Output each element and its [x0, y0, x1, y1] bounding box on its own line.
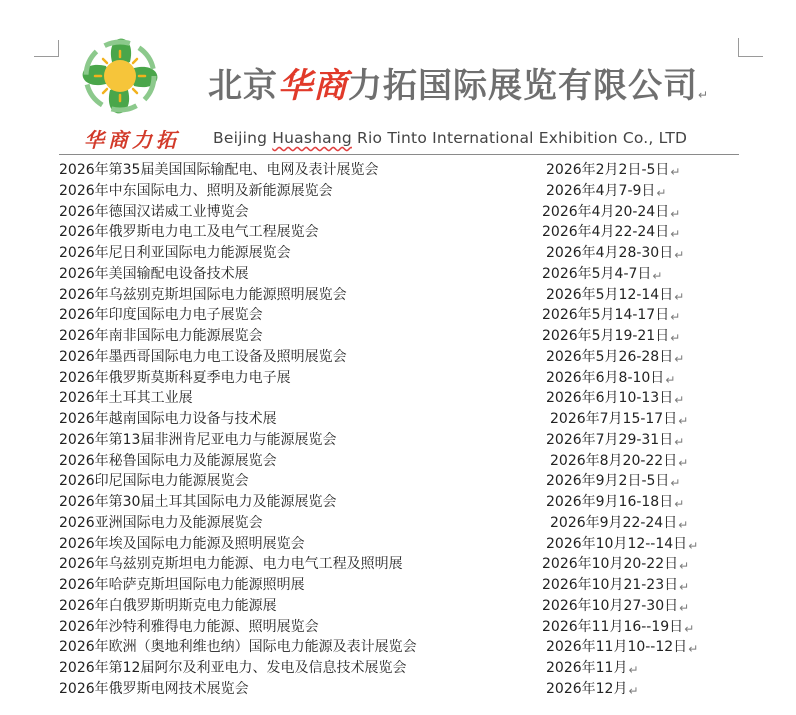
exhibition-name: 2026年越南国际电力设备与技术展: [59, 411, 277, 427]
exhibition-date: [546, 388, 684, 411]
exhibition-date-text: 2026年6月8-10日: [546, 369, 665, 386]
exhibition-row: [0, 326, 796, 347]
exhibition-name: 2026年白俄罗斯明斯克电力能源展: [59, 597, 277, 614]
exhibition-row: [0, 637, 796, 658]
exhibition-row: [0, 305, 796, 326]
exhibition-name: 2026年南非国际电力能源展览会: [59, 328, 263, 344]
exhibition-date: [546, 534, 698, 557]
exhibition-row: [0, 160, 796, 181]
company-name-english: [213, 129, 687, 147]
exhibition-date: [542, 264, 662, 287]
paragraph-mark: ↵: [670, 165, 681, 179]
company-name-english-spellcheck: Huashang: [272, 129, 352, 147]
exhibition-row: [0, 658, 796, 679]
exhibition-date: [546, 368, 675, 391]
exhibition-date: [546, 679, 639, 702]
exhibition-row: [0, 471, 796, 492]
exhibition-date-text: 2026年5月12-14日: [546, 286, 674, 303]
exhibition-name: 2026年墨西哥国际电力电工设备及照明展览会: [59, 348, 347, 365]
exhibition-name: 2026年土耳其工业展: [59, 390, 193, 407]
exhibition-date: [542, 326, 680, 349]
paragraph-mark: ↵: [670, 206, 681, 221]
exhibition-date-text: 2026年12月: [546, 680, 628, 697]
company-name-chinese: [208, 66, 709, 115]
paragraph-mark: ↵: [674, 497, 685, 511]
exhibition-date-text: 2026年5月14-17日: [542, 307, 670, 324]
exhibition-name: 2026年俄罗斯莫斯科夏季电力电子展: [59, 369, 291, 386]
paragraph-mark: ↵: [674, 289, 685, 304]
exhibition-date: [546, 430, 684, 453]
paragraph-mark: ↵: [688, 538, 699, 553]
exhibition-name: 2026年第13届非洲肯尼亚电力与能源展览会: [59, 431, 337, 448]
exhibition-name: 2026年欧洲（奥地利维也纳）国际电力能源及表计展览会: [59, 639, 417, 656]
exhibition-date: [550, 409, 688, 432]
exhibition-date-text: 2026年5月19-21日: [542, 328, 670, 344]
exhibition-date-text: 2026年11月: [546, 660, 628, 676]
paragraph-mark: ↵: [670, 310, 681, 325]
paragraph-mark: ↵: [665, 372, 676, 387]
exhibition-name: 2026年印度国际电力电子展览会: [59, 307, 263, 324]
paragraph-mark: ↵: [670, 331, 681, 345]
exhibition-date-text: 2026年11月10--12日: [546, 639, 688, 656]
exhibition-date: [542, 202, 680, 225]
paragraph-mark: ↵: [674, 248, 685, 262]
exhibition-date: [546, 243, 684, 266]
exhibition-name: 2026年尼日利亚国际电力能源展览会: [59, 245, 291, 261]
exhibition-row: [0, 202, 796, 223]
exhibition-date-text: 2026年7月15-17日: [550, 411, 678, 427]
exhibition-date-text: 2026年5月26-28日: [546, 348, 674, 365]
exhibition-row: [0, 409, 796, 430]
exhibition-name: 2026年第12届阿尔及利亚电力、发电及信息技术展览会: [59, 660, 407, 676]
exhibition-date-text: 2026年9月16-18日: [546, 494, 674, 510]
exhibition-date: [542, 305, 680, 328]
exhibition-date: [542, 617, 694, 640]
paragraph-mark: ↵: [678, 414, 689, 428]
exhibition-date: [542, 575, 689, 598]
exhibition-date: [546, 658, 639, 681]
company-name-brand: 华商: [278, 66, 348, 106]
exhibition-date-text: 2026年10月20-22日: [542, 556, 679, 573]
exhibition-date: [546, 160, 680, 183]
exhibition-name: 2026年第30届土耳其国际电力及能源展览会: [59, 494, 337, 510]
exhibition-date-text: 2026年11月16--19日: [542, 618, 684, 635]
exhibition-row: [0, 575, 796, 596]
exhibition-row: [0, 554, 796, 575]
paragraph-mark: ↵: [670, 476, 681, 491]
exhibition-name: 2026年乌兹别克斯坦电力能源、电力电气工程及照明展: [59, 556, 403, 573]
exhibition-date-text: 2026年4月20-24日: [542, 203, 670, 220]
crop-mark-top-left: [34, 40, 59, 57]
paragraph-mark: ↵: [688, 642, 699, 657]
exhibition-date: [542, 222, 680, 245]
exhibition-date: [546, 285, 684, 308]
exhibition-date-text: 2026年4月22-24日: [542, 224, 670, 241]
paragraph-mark: ↵: [674, 351, 685, 366]
exhibition-name: 2026亚洲国际电力及能源展览会: [59, 514, 263, 531]
exhibition-date-text: 2026年5月4-7日: [542, 265, 652, 282]
paragraph-mark: ↵: [678, 517, 689, 532]
exhibition-date-text: 2026年10月12--14日: [546, 535, 688, 552]
exhibition-date-text: 2026年2月2日-5日: [546, 162, 670, 178]
company-name-english-pre: Beijing: [213, 129, 273, 147]
exhibition-row: [0, 513, 796, 534]
exhibition-date: [546, 181, 666, 204]
exhibition-row: [0, 181, 796, 202]
exhibition-date-text: 2026年6月10-13日: [546, 390, 674, 407]
header-divider: [59, 154, 739, 155]
exhibition-name: 2026年第35届美国国际输配电、电网及表计展览会: [59, 162, 379, 178]
exhibition-row: [0, 534, 796, 555]
exhibition-name: 2026年德国汉诺威工业博览会: [59, 203, 249, 220]
paragraph-mark: ↵: [652, 268, 663, 283]
company-name-suffix: 力拓国际展览有限公司: [348, 66, 698, 106]
exhibition-date-text: 2026年10月27-30日: [542, 597, 679, 614]
exhibition-date-text: 2026年10月21-23日: [542, 577, 679, 593]
exhibition-date: [542, 596, 689, 619]
paragraph-mark: ↵: [698, 88, 710, 102]
exhibition-row: [0, 679, 796, 700]
exhibition-row: [0, 596, 796, 617]
company-name-prefix: 北京: [208, 66, 278, 106]
exhibition-row: [0, 264, 796, 285]
exhibition-date-text: 2026年9月22-24日: [550, 514, 678, 531]
paragraph-mark: ↵: [679, 580, 690, 594]
exhibition-date-text: 2026年7月29-31日: [546, 431, 674, 448]
exhibition-row: [0, 243, 796, 264]
exhibition-name: 2026年秘鲁国际电力及能源展览会: [59, 452, 277, 469]
exhibition-date-text: 2026年4月7-9日: [546, 182, 656, 199]
exhibition-row: [0, 347, 796, 368]
company-name-english-post: Rio Tinto International Exhibition Co., LTD: [351, 129, 688, 147]
exhibition-name: 2026年美国输配电设备技术展: [59, 265, 249, 282]
exhibition-date: [542, 554, 689, 577]
exhibition-date: [546, 347, 684, 370]
exhibition-row: [0, 368, 796, 389]
paragraph-mark: ↵: [670, 227, 681, 242]
paragraph-mark: ↵: [656, 185, 667, 200]
exhibition-date: [546, 637, 698, 660]
exhibition-row: [0, 430, 796, 451]
exhibition-row: [0, 388, 796, 409]
paragraph-mark: ↵: [679, 559, 690, 574]
paragraph-mark: ↵: [628, 683, 639, 698]
exhibition-name: 2026年俄罗斯电网技术展览会: [59, 680, 249, 697]
exhibition-row: [0, 222, 796, 243]
exhibition-date: [546, 492, 684, 515]
exhibition-date: [550, 513, 688, 536]
exhibition-row: [0, 617, 796, 638]
exhibition-name: 2026年乌兹别克斯坦国际电力能源照明展览会: [59, 286, 347, 303]
exhibition-name: 2026年埃及国际电力能源及照明展览会: [59, 535, 305, 552]
exhibition-date-text: 2026年4月28-30日: [546, 245, 674, 261]
exhibition-name: 2026年哈萨克斯坦国际电力能源照明展: [59, 577, 305, 593]
exhibition-row: [0, 492, 796, 513]
exhibition-row: [0, 285, 796, 306]
exhibition-date: [550, 451, 688, 474]
paragraph-mark: ↵: [684, 621, 695, 636]
exhibition-name: 2026印尼国际电力能源展览会: [59, 473, 249, 490]
exhibition-date-text: 2026年8月20-22日: [550, 452, 678, 469]
paragraph-mark: ↵: [678, 455, 689, 470]
company-logo-icon: [74, 30, 166, 122]
exhibition-name: 2026年俄罗斯电力电工及电气工程展览会: [59, 224, 319, 241]
exhibition-name: 2026年沙特利雅得电力能源、照明展览会: [59, 618, 319, 635]
paragraph-mark: ↵: [679, 600, 690, 615]
paragraph-mark: ↵: [674, 434, 685, 449]
paragraph-mark: ↵: [628, 663, 639, 677]
paragraph-mark: ↵: [674, 393, 685, 408]
crop-mark-top-right: [738, 38, 763, 57]
exhibition-date-text: 2026年9月2日-5日: [546, 473, 670, 490]
brand-name-chinese: 华商力拓: [84, 128, 180, 152]
exhibition-name: 2026年中东国际电力、照明及新能源展览会: [59, 182, 333, 199]
exhibition-row: [0, 451, 796, 472]
exhibition-list: [0, 160, 796, 700]
exhibition-date: [546, 471, 680, 494]
